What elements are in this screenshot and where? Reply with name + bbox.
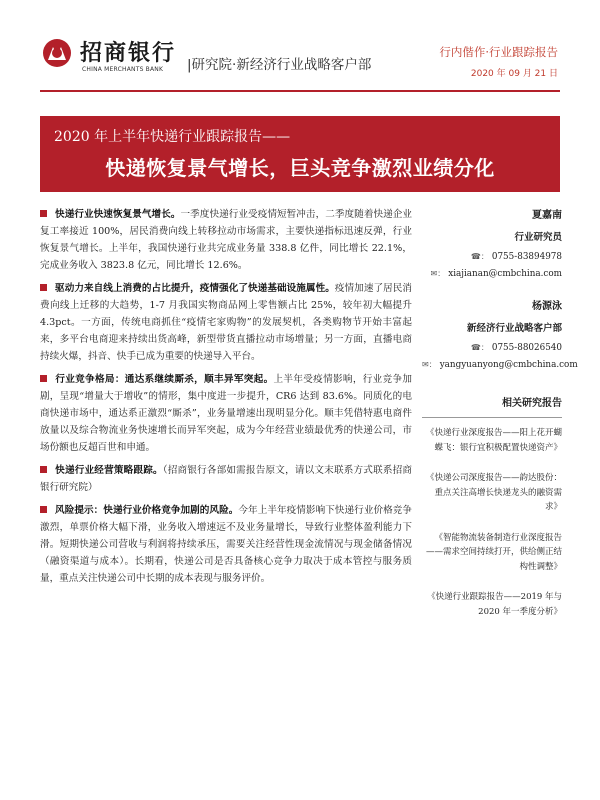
logo-text-cn: 招商银行 bbox=[80, 41, 177, 66]
paragraph-lead: 行业竞争格局：通达系继续厮杀，顺丰异军突起。 bbox=[55, 374, 274, 385]
paragraph-text: 一季度快递行业受疫情短暂冲击，二季度随着快递企业复工率接近 100%，居民消费向线上转移拉动市场需求，主要快递指标迅速反弹，行业恢复景气增长。上半年，我国快递行业共完成业务量 338.8 亿件，同比增长 22.1%，完成业务收入 3823.8 亿元，同比增长 12.6%。 bbox=[40, 209, 413, 271]
header-divider bbox=[40, 90, 560, 92]
cmb-logo-icon bbox=[42, 38, 72, 68]
square-bullet-icon bbox=[40, 375, 47, 382]
paragraph-text: 上半年受疫情影响，行业竞争加剧，呈现“增量大于增收”的情形，集中度进一步提升，CR6 达到 83.6%。同质化的电商快递市场中，通达系正激烈“厮杀”，业务量增速出现明显分化。顺丰凭借特惠电商件放量以及综合物流业务快速增长而异军突起，成为今年经营业绩最优秀的快递公司，市场份额也反超百世和申通。 bbox=[40, 374, 413, 453]
related-divider bbox=[422, 417, 562, 418]
phone-number: 0755-83894978 bbox=[491, 252, 562, 262]
summary-body bbox=[40, 206, 412, 593]
analyst-title: 行业研究员 bbox=[514, 232, 562, 243]
analyst-name: 杨源泳 bbox=[532, 301, 562, 312]
summary-paragraph bbox=[40, 371, 412, 456]
logo-text-en: CHINA MERCHANTS BANK bbox=[82, 66, 164, 73]
square-bullet-icon bbox=[40, 506, 47, 513]
summary-paragraph bbox=[40, 206, 412, 274]
square-bullet-icon bbox=[40, 284, 47, 291]
sidebar bbox=[422, 206, 578, 635]
related-reports-heading: 相关研究报告 bbox=[502, 398, 562, 409]
analyst-phone bbox=[422, 342, 562, 353]
email-icon: ✉： bbox=[422, 360, 437, 369]
analyst-title: 新经济行业战略客户部 bbox=[466, 323, 562, 334]
paragraph-text: 疫情加速了居民消费向线上迁移的大趋势，1-7 月我国实物商品网上零售额占比 25%，较年初大幅提升 4.3pct。一方面，传统电商抓住“疫情宅家购物”的发展契机，各类购物节开始丰富起来，多平台电商迎来持续出货高峰，新型带货直播拉动市场增量；另一方面，直播电商持续火爆，抖音、快手已成为重要的快递导入平台。 bbox=[40, 283, 413, 362]
paragraph-text: 今年上半年疫情影响下快递行业价格竞争激烈，单票价格大幅下滑，业务收入增速远不及业务量增长，导致行业整体盈利能力下滑。短期快递公司营收与利润将持续承压，需要关注经营性现金流情况与现金储备情况（融资渠道与成本）。长期看，快递公司是否具备核心竞争力取决于成本管控与服务质量，重点关注快递公司中长期的成本表现与服务评价。 bbox=[40, 505, 413, 584]
email-icon: ✉： bbox=[430, 269, 446, 278]
analyst-card bbox=[422, 297, 578, 370]
summary-paragraph bbox=[40, 280, 412, 365]
page-header bbox=[0, 0, 600, 92]
department-label: |研究院·新经济行业战略客户部 bbox=[187, 57, 372, 73]
related-report-link[interactable]: 《快递公司深度报告——韵达股份：重点关注高增长快递龙头的融资需求》 bbox=[425, 473, 562, 512]
square-bullet-icon bbox=[40, 210, 47, 217]
paragraph-lead: 驱动力来自线上消费的占比提升，疫情强化了快递基础设施属性。 bbox=[55, 283, 335, 294]
analyst-name: 夏嘉南 bbox=[532, 210, 562, 221]
paragraph-lead: 风险提示：快递行业价格竞争加剧的风险。 bbox=[55, 505, 239, 516]
phone-icon: ☎： bbox=[470, 343, 489, 352]
report-title: 快递恢复景气增长，巨头竞争激烈业绩分化 bbox=[105, 156, 495, 180]
paragraph-text: （招商银行各部如需报告原文，请以文末联系方式联系招商银行研究院） bbox=[40, 465, 413, 493]
related-report-link[interactable]: 《快递行业深度报告——阳上花开蝴蝶飞：银行宜积极配置快递资产》 bbox=[425, 428, 562, 453]
analyst-card bbox=[422, 206, 562, 279]
email-address[interactable]: yangyuanyong@cmbchina.com bbox=[439, 360, 578, 370]
title-banner bbox=[40, 116, 560, 192]
report-subtitle: 2020 年上半年快递行业跟踪报告—— bbox=[54, 129, 291, 145]
report-date: 2020 年 09 月 21 日 bbox=[470, 69, 558, 79]
summary-paragraph bbox=[40, 502, 412, 587]
summary-paragraph bbox=[40, 462, 412, 496]
related-report-link[interactable]: 《智能物流装备制造行业深度报告——需求空间持续打开，供给侧正结构性调整》 bbox=[425, 532, 562, 572]
analyst-email[interactable] bbox=[422, 359, 578, 370]
phone-number: 0755-88026540 bbox=[491, 343, 562, 353]
report-type: 行内偕作·行业跟踪报告 bbox=[439, 45, 558, 59]
square-bullet-icon bbox=[40, 466, 47, 473]
analyst-phone bbox=[422, 251, 562, 262]
phone-icon: ☎： bbox=[470, 252, 489, 261]
paragraph-lead: 快递行业快速恢复景气增长。 bbox=[55, 209, 181, 220]
analyst-email[interactable] bbox=[422, 268, 562, 279]
paragraph-lead: 快递行业经营策略跟踪。 bbox=[55, 465, 163, 476]
email-address[interactable]: xiajianan@cmbchina.com bbox=[448, 269, 562, 279]
related-report-link[interactable]: 《快递行业跟踪报告——2019 年与 2020 年一季度分析》 bbox=[427, 592, 562, 617]
